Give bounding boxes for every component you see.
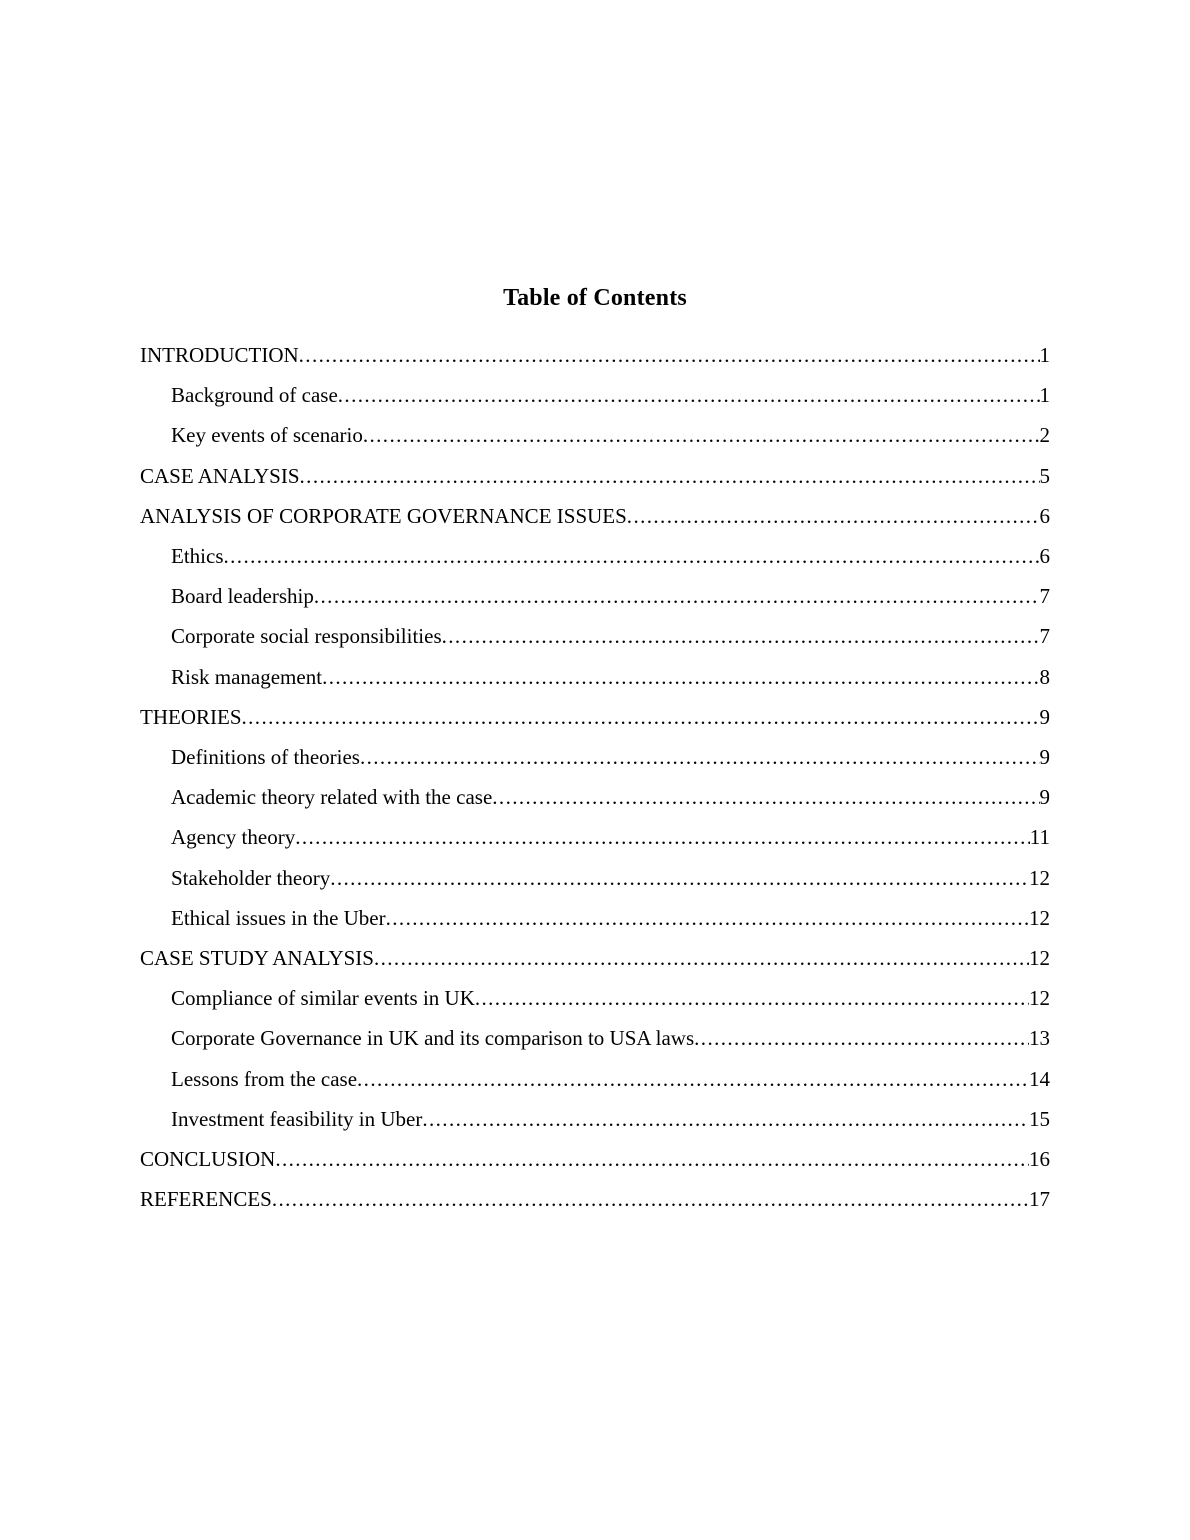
toc-dot-leader bbox=[299, 335, 1040, 375]
toc-entry-page-number: 11 bbox=[1029, 825, 1050, 850]
toc-dot-leader bbox=[275, 1139, 1029, 1179]
toc-entry-page-number: 15 bbox=[1029, 1106, 1050, 1131]
toc-dot-leader bbox=[386, 898, 1029, 938]
toc-entry bbox=[140, 1059, 1050, 1099]
toc-dot-leader bbox=[322, 657, 1039, 697]
toc-entry bbox=[140, 817, 1050, 857]
toc-entry-page-number: 1 bbox=[1039, 383, 1050, 408]
toc-entry-page-number: 17 bbox=[1029, 1187, 1050, 1212]
toc-dot-leader bbox=[694, 1018, 1029, 1058]
toc-entry-page-number: 12 bbox=[1029, 905, 1050, 930]
toc-entry-page-number: 2 bbox=[1039, 423, 1050, 448]
toc-entry-label: Investment feasibility in Uber bbox=[171, 1106, 423, 1131]
toc-dot-leader bbox=[338, 375, 1040, 415]
toc-entry-label: Ethical issues in the Uber bbox=[171, 905, 386, 930]
toc-entry bbox=[140, 858, 1050, 898]
toc-dot-leader bbox=[242, 697, 1040, 737]
toc-entry-page-number: 7 bbox=[1039, 584, 1050, 609]
toc-entry bbox=[140, 576, 1050, 616]
toc-entry bbox=[140, 616, 1050, 656]
toc-entry bbox=[140, 737, 1050, 777]
toc-entry-label: REFERENCES bbox=[140, 1187, 272, 1212]
toc-entry-label: Ethics bbox=[171, 544, 224, 569]
toc-entry-label: Corporate social responsibilities bbox=[171, 624, 442, 649]
toc-dot-leader bbox=[300, 456, 1040, 496]
toc-entry-label: Corporate Governance in UK and its comparison to USA laws bbox=[171, 1026, 695, 1051]
toc-dot-leader bbox=[492, 777, 1039, 817]
toc-dot-leader bbox=[330, 858, 1029, 898]
toc-dot-leader bbox=[360, 737, 1040, 777]
toc-dot-leader bbox=[295, 817, 1030, 857]
toc-entry-label: Background of case bbox=[171, 383, 338, 408]
toc-entry bbox=[140, 978, 1050, 1018]
toc-dot-leader bbox=[357, 1059, 1029, 1099]
toc-entry-label: CASE ANALYSIS bbox=[140, 463, 300, 488]
toc-entry bbox=[140, 1099, 1050, 1139]
toc-dot-leader bbox=[314, 576, 1040, 616]
toc-dot-leader bbox=[374, 938, 1029, 978]
toc-entry-page-number: 8 bbox=[1039, 664, 1050, 689]
toc-entry-label: THEORIES bbox=[140, 704, 242, 729]
toc-dot-leader bbox=[272, 1179, 1029, 1219]
toc-dot-leader bbox=[442, 616, 1040, 656]
toc-entry-label: CASE STUDY ANALYSIS bbox=[140, 946, 374, 971]
toc-entry-page-number: 1 bbox=[1039, 343, 1050, 367]
toc-dot-leader bbox=[363, 415, 1040, 455]
toc-dot-leader bbox=[224, 536, 1040, 576]
toc-entry bbox=[140, 335, 1050, 375]
toc-entry bbox=[140, 898, 1050, 938]
toc-entry-page-number: 13 bbox=[1029, 1026, 1050, 1051]
toc-entry bbox=[140, 496, 1050, 536]
toc-entry bbox=[140, 938, 1050, 978]
toc-entry-page-number: 6 bbox=[1039, 544, 1050, 569]
toc-entry bbox=[140, 1179, 1050, 1219]
toc-entry-page-number: 6 bbox=[1039, 503, 1050, 528]
toc-entry-page-number: 12 bbox=[1029, 986, 1050, 1011]
toc-entry bbox=[140, 777, 1050, 817]
toc-entry-label: Board leadership bbox=[171, 584, 314, 609]
toc-entry bbox=[140, 657, 1050, 697]
toc-entry-page-number: 12 bbox=[1029, 946, 1050, 971]
toc-entry-page-number: 5 bbox=[1039, 463, 1050, 488]
toc-entry-label: Key events of scenario bbox=[171, 423, 363, 448]
toc-entry bbox=[140, 536, 1050, 576]
toc-entry-label: Academic theory related with the case bbox=[171, 785, 493, 810]
toc-entry-page-number: 16 bbox=[1029, 1147, 1050, 1172]
toc-entry-page-number: 12 bbox=[1029, 865, 1050, 890]
toc-entry-page-number: 9 bbox=[1039, 704, 1050, 729]
toc-entry-label: INTRODUCTION bbox=[140, 343, 299, 367]
toc-entry-label: Definitions of theories bbox=[171, 745, 360, 770]
toc-entry bbox=[140, 1139, 1050, 1179]
toc-entry-label: CONCLUSION bbox=[140, 1147, 276, 1172]
toc-entry-page-number: 7 bbox=[1039, 624, 1050, 649]
toc-entry-label: ANALYSIS OF CORPORATE GOVERNANCE ISSUES bbox=[140, 503, 627, 528]
toc-dot-leader bbox=[627, 496, 1040, 536]
toc-entry-label: Compliance of similar events in UK bbox=[171, 986, 475, 1011]
toc-entry bbox=[140, 375, 1050, 415]
toc-entry bbox=[140, 456, 1050, 496]
toc-dot-leader bbox=[422, 1099, 1029, 1139]
toc-entry-page-number: 14 bbox=[1029, 1066, 1050, 1091]
toc-entry-label: Lessons from the case bbox=[171, 1066, 358, 1091]
toc-entry bbox=[140, 1018, 1050, 1058]
table-of-contents bbox=[140, 335, 1050, 1219]
toc-dot-leader bbox=[475, 978, 1029, 1018]
toc-entry-page-number: 9 bbox=[1039, 745, 1050, 770]
toc-entry bbox=[140, 697, 1050, 737]
toc-entry-label: Risk management bbox=[171, 664, 323, 689]
toc-entry-label: Stakeholder theory bbox=[171, 865, 331, 890]
toc-entry-page-number: 9 bbox=[1039, 785, 1050, 810]
toc-entry bbox=[140, 415, 1050, 455]
toc-entry-label: Agency theory bbox=[171, 825, 296, 850]
page-title: Table of Contents bbox=[503, 285, 687, 311]
